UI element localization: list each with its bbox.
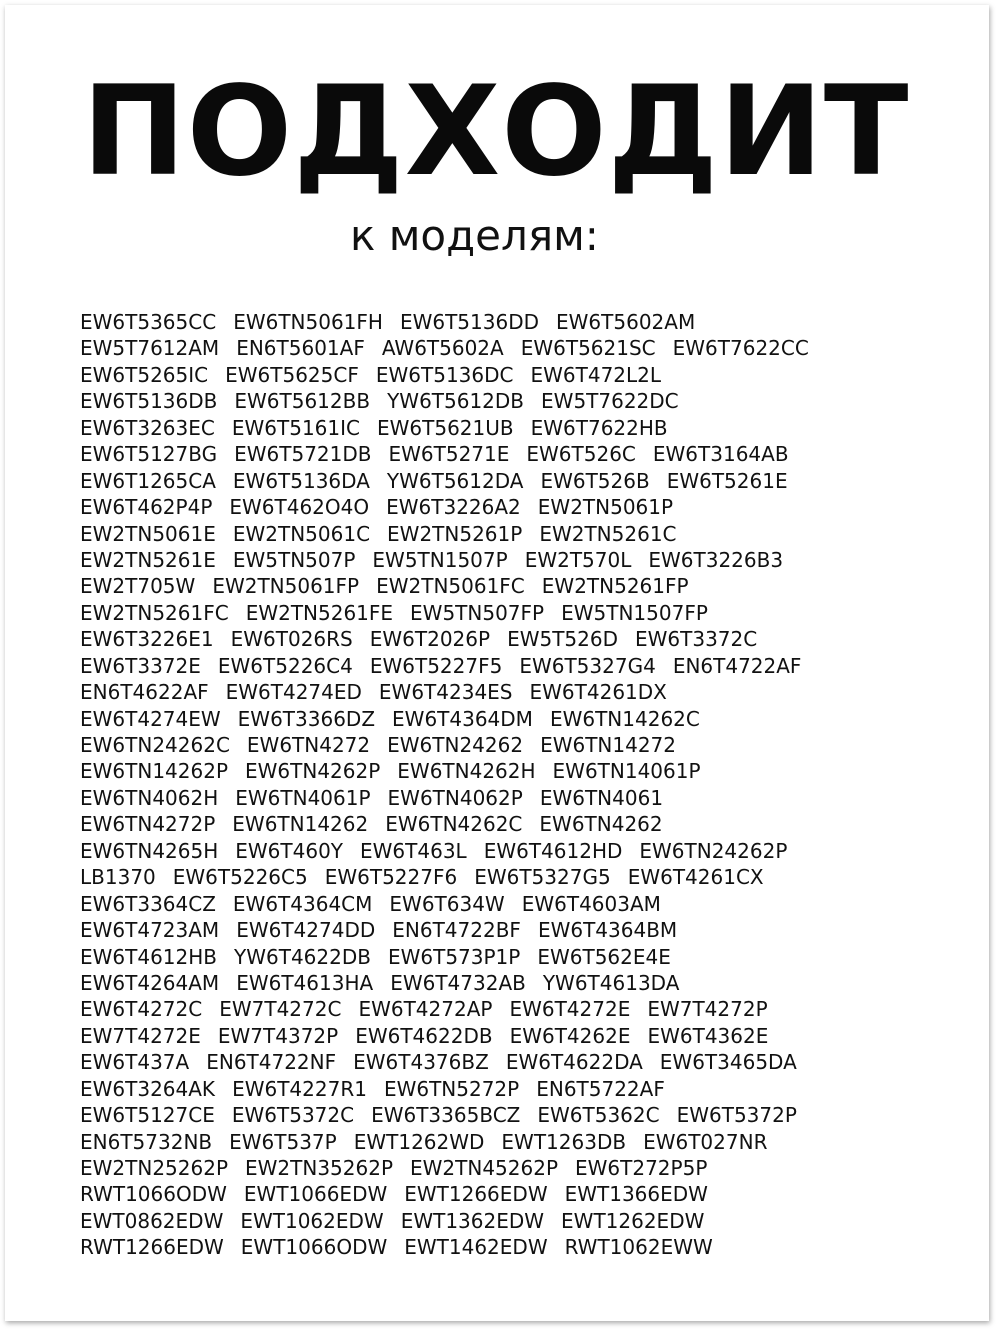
model-code: EW6TN14262C: [549, 706, 700, 731]
model-code: EW6T460Y: [235, 838, 344, 863]
model-row: [80, 309, 960, 335]
model-row: [80, 547, 960, 573]
model-code: EW6TN14262P: [80, 759, 228, 784]
model-row: [80, 468, 960, 494]
model-code: EW6T1265CA: [80, 468, 216, 493]
model-code: EW6TN4272P: [80, 812, 216, 837]
model-code: EW2TN5061C: [232, 521, 371, 546]
model-code: EW6TN24262: [387, 733, 524, 757]
model-row: [80, 970, 960, 996]
model-code: EW6TN5061FH: [233, 310, 383, 334]
model-row: [80, 362, 960, 388]
model-code: RWT1066ODW: [80, 1182, 227, 1207]
model-code: EW6T5261E: [666, 468, 788, 493]
model-code: EW6TN4061P: [235, 785, 371, 810]
model-row: [80, 521, 960, 547]
model-code: EWT1366EDW: [564, 1182, 708, 1207]
model-row: [80, 706, 960, 732]
model-row: [80, 838, 960, 864]
model-code: EW6T5271E: [388, 442, 510, 467]
model-code: EW6T5365CC: [80, 310, 217, 334]
model-code: EW6T4261DX: [529, 680, 667, 705]
model-code: EW6T4264AM: [80, 970, 220, 995]
model-row: [80, 600, 960, 626]
model-code: EW6T573P1P: [387, 944, 521, 969]
model-code: EW6TN24262P: [639, 838, 788, 863]
model-code: EW2TN5061P: [537, 495, 674, 520]
model-code: EN6T4722BF: [392, 918, 521, 943]
model-code: EW2TN5261E: [80, 547, 216, 572]
model-code: EW6T4732AB: [390, 970, 526, 995]
model-code: EW6T5327G4: [519, 653, 656, 678]
model-code: EW6TN5272P: [383, 1076, 520, 1101]
model-code: EW7T4272E: [80, 1023, 201, 1048]
model-code: EW6TN4262P: [245, 759, 381, 784]
model-code: YW6T4622DB: [234, 944, 371, 969]
model-code: EW2TN5261FP: [541, 574, 689, 599]
model-code: EW6T4272E: [509, 997, 631, 1022]
model-row: [80, 335, 960, 361]
model-code: EW6T4272AP: [358, 997, 493, 1022]
model-code: EW6T4274ED: [225, 680, 362, 705]
model-row: [80, 1102, 960, 1128]
model-code: EN6T5732NB: [80, 1129, 213, 1154]
model-row: [80, 1155, 960, 1181]
model-code: EW2TN5061E: [80, 521, 216, 546]
model-code: RWT1266EDW: [80, 1235, 224, 1260]
model-row: [80, 1181, 960, 1207]
model-code: EW6T462P4P: [80, 495, 213, 520]
model-code: EW2TN5261C: [539, 521, 677, 546]
model-code: EN6T5722AF: [536, 1076, 665, 1101]
model-code: EW6T562E4E: [537, 944, 671, 969]
model-code: EW2T570L: [524, 547, 632, 572]
model-code: EWT0862EDW: [80, 1208, 224, 1233]
model-code: EW5T7622DC: [541, 389, 679, 414]
model-code: EW6T537P: [229, 1129, 337, 1154]
model-code: EW6T5226C4: [217, 653, 353, 678]
model-code: EW6TN4272: [246, 733, 371, 757]
model-code: EW6T462O4O: [229, 495, 370, 520]
model-list: [80, 309, 960, 1261]
model-code: EW6T4364CM: [232, 891, 373, 916]
model-code: EW5T526D: [507, 627, 618, 652]
model-code: EW6T4622DB: [355, 1023, 493, 1048]
model-row: [80, 1076, 960, 1102]
model-code: YW6T5612DB: [387, 389, 525, 414]
model-code: EW6T4364DM: [392, 706, 533, 731]
model-code: EW6T437A: [80, 1050, 190, 1075]
model-code: EW6T5227F5: [369, 653, 503, 678]
model-code: EW5TN507FP: [410, 600, 545, 625]
model-row: [80, 996, 960, 1022]
model-row: [80, 758, 960, 784]
page-title: ПОДХОДИТ: [82, 60, 910, 204]
model-code: EN6T4722AF: [672, 653, 802, 678]
model-code: EWT1066ODW: [240, 1235, 388, 1260]
model-code: EW2T705W: [80, 574, 196, 599]
model-code: EW6T5226C5: [172, 865, 308, 890]
model-code: EW6TN4262H: [397, 759, 536, 784]
model-code: EW2TN45262P: [410, 1156, 558, 1180]
model-row: [80, 679, 960, 705]
model-code: EWT1263DB: [501, 1129, 627, 1154]
model-code: EWT1062EDW: [240, 1208, 384, 1233]
model-row: [80, 494, 960, 520]
model-row: [80, 944, 960, 970]
model-code: EW6T5721DB: [234, 442, 372, 467]
model-code: EW6TN4062H: [80, 785, 219, 810]
model-row: [80, 415, 960, 441]
model-code: EW6T4227R1: [232, 1076, 367, 1101]
model-code: EWT1362EDW: [400, 1208, 545, 1233]
model-code: EW5T7612AM: [80, 336, 220, 361]
model-code: YW6T4613DA: [542, 970, 680, 995]
model-code: EW6T5602AM: [556, 310, 696, 334]
model-code: EN6T5601AF: [236, 336, 365, 361]
model-code: EW6T3372C: [635, 627, 758, 652]
model-code: EW6TN14061P: [552, 759, 701, 784]
model-code: EW7T4272P: [647, 997, 768, 1022]
model-code: EW6T5362C: [537, 1103, 660, 1128]
model-code: EW6T5621UB: [376, 415, 514, 440]
model-code: EW6TN4262: [539, 812, 663, 837]
model-code: EW6TN4262C: [385, 812, 523, 837]
model-code: EW6T5621SC: [520, 336, 656, 361]
model-code: EW6T634W: [389, 891, 505, 916]
model-row: [80, 388, 960, 414]
model-code: EW6T3372E: [80, 653, 201, 678]
model-code: EW6T3465DA: [659, 1050, 797, 1075]
model-code: EW6T7622HB: [530, 415, 668, 440]
model-code: EW6TN24262C: [80, 733, 230, 757]
model-code: EW2TN5061FC: [376, 574, 525, 599]
model-row: [80, 626, 960, 652]
model-row: [80, 573, 960, 599]
model-code: EW6T5136DC: [375, 362, 514, 387]
model-code: EW6T4261CX: [627, 865, 764, 890]
model-code: AW6T5602A: [381, 336, 504, 361]
model-code: EW2TN5261FE: [245, 600, 394, 625]
model-code: EW6T4612HB: [80, 944, 218, 969]
model-code: EW2TN35262P: [245, 1156, 393, 1180]
model-code: EW2TN5061FP: [212, 574, 360, 599]
model-code: EW6T3226B3: [648, 547, 784, 572]
model-code: EW6T2026P: [369, 627, 491, 652]
model-row: [80, 1129, 960, 1155]
model-code: EW7T4372P: [217, 1023, 339, 1048]
model-code: EW6T272P5P: [575, 1156, 708, 1180]
model-code: EW6T026RS: [230, 627, 353, 652]
model-code: EW6TN14272: [540, 733, 676, 757]
model-code: EW6T5136DB: [80, 389, 218, 414]
model-row: [80, 1023, 960, 1049]
model-code: EW6T5161IC: [231, 415, 360, 440]
model-row: [80, 891, 960, 917]
model-code: EW2TN5261P: [387, 521, 523, 546]
model-code: EW6T5265IC: [80, 362, 209, 387]
page-subtitle: к моделям:: [350, 211, 599, 260]
model-code: LB1370: [80, 865, 156, 890]
model-code: EW6TN4265H: [80, 838, 219, 863]
model-code: EW7T4272C: [219, 997, 342, 1022]
model-code: EW6T463L: [360, 838, 467, 863]
model-code: EW6T4262E: [509, 1023, 631, 1048]
model-code: EW6T4362E: [647, 1023, 769, 1048]
model-code: EW6T3264AK: [80, 1076, 216, 1101]
model-code: EWT1262EDW: [561, 1208, 705, 1233]
model-code: EW5TN507P: [232, 547, 356, 572]
model-code: EW6T4376BZ: [353, 1050, 489, 1075]
model-code: EW6T4622DA: [505, 1050, 643, 1075]
model-code: EW6T3366DZ: [237, 706, 376, 731]
model-code: EW6T027NR: [643, 1129, 768, 1154]
model-code: EW6TN4061: [539, 785, 664, 810]
model-code: EW6T472L2L: [530, 362, 662, 387]
model-code: EW2TN5261FC: [80, 600, 229, 625]
model-code: EW6T5127BG: [80, 442, 218, 467]
model-code: EW6T3226A2: [386, 495, 521, 520]
model-code: EW6T526B: [540, 468, 650, 493]
model-code: EW6T7622CC: [672, 336, 809, 361]
model-row: [80, 785, 960, 811]
model-code: EW6T4274DD: [236, 918, 376, 943]
model-code: EW6T4272C: [80, 997, 203, 1022]
model-code: EW6T4603AM: [521, 891, 661, 916]
model-code: EWT1266EDW: [404, 1182, 548, 1207]
model-code: EWT1262WD: [353, 1129, 485, 1154]
model-code: EW6T4612HD: [483, 838, 623, 863]
model-code: EW5TN1507FP: [561, 600, 708, 625]
model-code: EW6T4364BM: [537, 918, 678, 943]
model-code: EW6T5136DD: [399, 310, 540, 334]
model-code: EN6T4722NF: [206, 1050, 337, 1075]
model-row: [80, 1208, 960, 1234]
model-code: EW6T4274EW: [80, 706, 221, 731]
model-code: EW6T3226E1: [80, 627, 214, 652]
model-code: EN6T4622AF: [80, 680, 209, 705]
model-code: EW6T5372P: [676, 1103, 797, 1128]
model-code: EW6T5372C: [231, 1103, 355, 1128]
model-code: EW6T5127CE: [80, 1103, 215, 1128]
model-code: EW6T5136DA: [232, 468, 370, 493]
model-code: EWT1462EDW: [404, 1235, 548, 1260]
model-code: EWT1066EDW: [243, 1182, 388, 1207]
model-row: [80, 1049, 960, 1075]
model-code: EW2TN25262P: [80, 1156, 228, 1180]
model-row: [80, 917, 960, 943]
model-code: YW6T5612DA: [386, 468, 524, 493]
model-row: [80, 441, 960, 467]
model-code: EW6T3365BCZ: [371, 1103, 521, 1128]
model-code: EW6T5625CF: [225, 362, 359, 387]
model-code: EW6T5327G5: [474, 865, 611, 890]
model-code: EW5TN1507P: [372, 547, 508, 572]
model-row: [80, 732, 960, 758]
model-code: EW6T4613HA: [236, 970, 374, 995]
model-row: [80, 1234, 960, 1260]
model-code: EW6T526C: [526, 442, 636, 467]
model-row: [80, 864, 960, 890]
model-code: EW6T3263EC: [80, 415, 215, 440]
model-code: EW6TN14262: [232, 812, 369, 837]
model-code: EW6T4234ES: [378, 680, 513, 705]
model-code: EW6T5227F6: [324, 865, 458, 890]
model-row: [80, 653, 960, 679]
model-row: [80, 811, 960, 837]
model-code: EW6T3364CZ: [80, 891, 216, 916]
model-code: EW6T3164AB: [652, 442, 789, 467]
model-code: EW6T5612BB: [234, 389, 371, 414]
model-code: EW6TN4062P: [387, 785, 523, 810]
model-code: EW6T4723AM: [80, 918, 220, 943]
model-code: RWT1062EWW: [564, 1235, 713, 1260]
